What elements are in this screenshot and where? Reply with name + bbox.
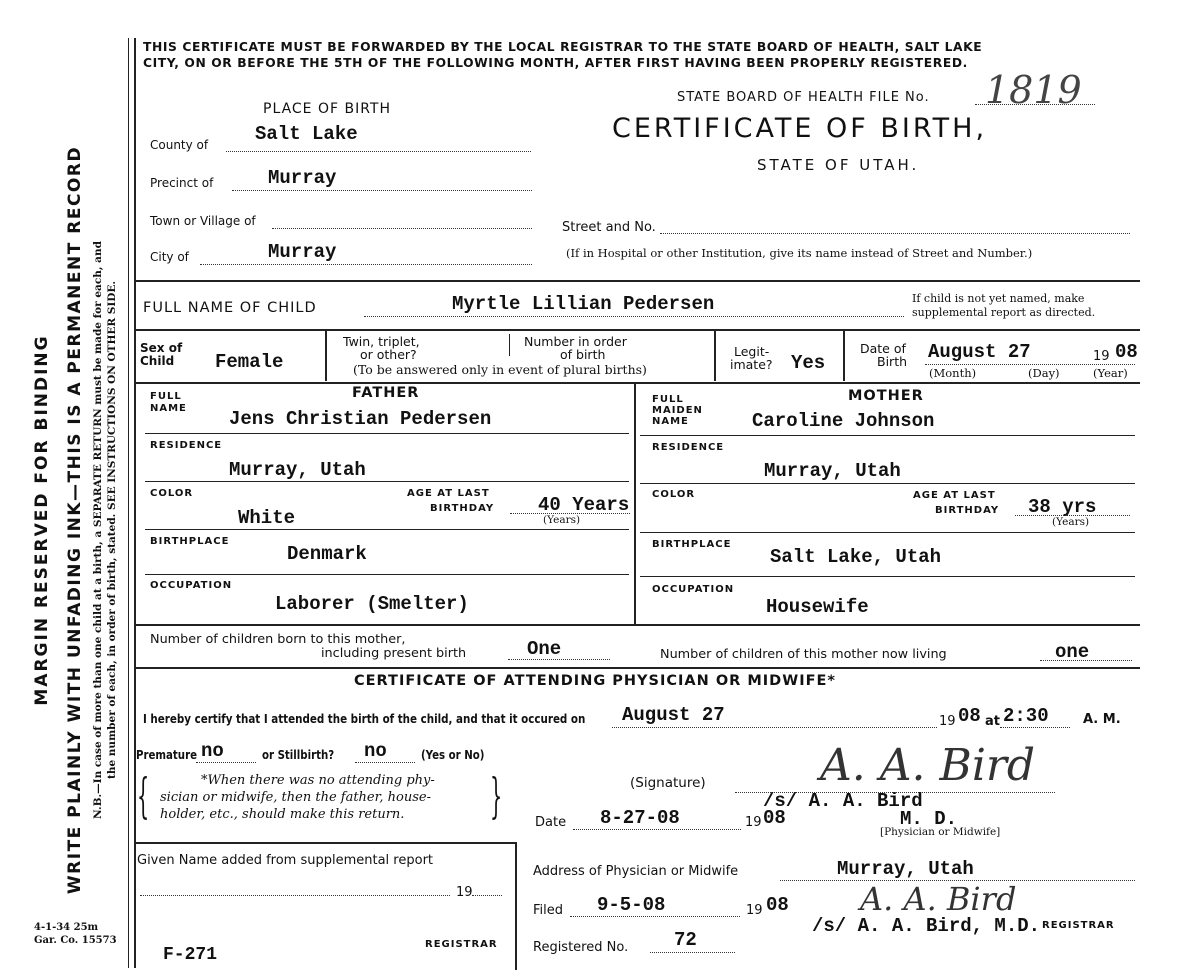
notice-line1: THIS CERTIFICATE MUST BE FORWARDED BY THE LOCAL REGISTRAR TO THE STATE BOARD OF HEALTH, SALT LAKE <box>143 40 983 54</box>
dob-line <box>925 364 1135 365</box>
born-value: One <box>527 638 562 660</box>
mother-residence-value: Murray, Utah <box>764 460 901 482</box>
signature-script: A. A. Bird <box>820 740 1036 791</box>
father-heading: FATHER <box>352 385 420 401</box>
midwife-note-brace-left: { <box>137 768 150 824</box>
father-full-label2: NAME <box>150 403 187 414</box>
filed-value: 9-5-08 <box>597 894 666 916</box>
supplemental-registrar-label: REGISTRAR <box>425 939 498 950</box>
father-color-label: COLOR <box>150 488 194 499</box>
mother-age-label2: BIRTHDAY <box>935 505 1000 516</box>
living-value: one <box>1055 641 1090 663</box>
county-label: County of <box>150 138 209 152</box>
twin-label1: Twin, triplet, <box>343 334 420 349</box>
margin-divider <box>128 38 129 968</box>
note-line2: sician or midwife, then the father, house- <box>160 790 432 805</box>
mother-years-caption: (Years) <box>1052 516 1090 528</box>
rule-after-counts <box>135 667 1140 669</box>
divider-legit <box>843 331 845 381</box>
registered-line <box>650 952 735 953</box>
born-label1: Number of children born to this mother, <box>150 632 406 647</box>
supplemental-year-prefix: 19 <box>456 885 473 900</box>
city-line <box>200 264 532 265</box>
filed-year-prefix: 19 <box>746 903 763 918</box>
precinct-label: Precinct of <box>150 176 214 190</box>
physician-title-abbrev: M. D. <box>900 808 958 830</box>
supplemental-line <box>140 895 450 896</box>
margin-nb-line1: N.B.—In case of more than one child at a birth, a SEPARATE RETURN must be made for each, and <box>92 241 104 819</box>
mother-name-value: Caroline Johnson <box>752 410 935 432</box>
father-color-value: White <box>238 507 296 529</box>
city-value: Murray <box>268 241 337 263</box>
certify-text: I hereby certify that I attended the birth of the child, and that it occured on <box>143 712 586 726</box>
signature-label: (Signature) <box>630 775 706 791</box>
year-caption: (Year) <box>1093 366 1128 380</box>
county-line <box>226 151 531 152</box>
premature-line <box>196 762 256 763</box>
born-line <box>508 659 610 660</box>
divider-sex <box>325 331 327 381</box>
physician-year-prefix: 19 <box>939 714 956 729</box>
mother-full-label2: MAIDEN <box>652 405 703 416</box>
dob-century: 19 <box>1093 349 1110 364</box>
father-birthplace-label: BIRTHPLACE <box>150 536 230 547</box>
child-name-value: Myrtle Lillian Pedersen <box>452 293 715 315</box>
sex-value: Female <box>215 351 284 373</box>
legitimate-value: Yes <box>791 352 826 374</box>
father-rule-4 <box>145 574 629 575</box>
city-label: City of <box>150 250 189 264</box>
twin-label2: or other? <box>360 347 417 362</box>
physician-birth-date: August 27 <box>622 704 725 726</box>
rule-after-name <box>135 329 1140 331</box>
divider-plural <box>714 331 716 381</box>
rule-after-place <box>135 280 1140 282</box>
living-label: Number of children of this mother now living <box>660 647 947 662</box>
plural-note: (To be answered only in event of plural births) <box>353 362 647 377</box>
address-value: Murray, Utah <box>837 858 974 880</box>
day-caption: (Day) <box>1028 366 1060 380</box>
mother-age-value: 38 yrs <box>1028 496 1097 518</box>
margin-ink-note: WRITE PLAINLY WITH UNFADING INK—THIS IS A PERMANENT RECORD <box>65 145 85 895</box>
order-label1: Number in order <box>524 334 627 349</box>
mother-residence-label: RESIDENCE <box>652 442 725 453</box>
date-year: 08 <box>763 807 786 829</box>
father-age-value: 40 Years <box>538 494 630 516</box>
father-name-value: Jens Christian Pedersen <box>229 408 492 430</box>
registered-label: Registered No. <box>533 940 629 955</box>
child-name-note2: supplemental report as directed. <box>912 306 1096 319</box>
note-line1: *When there was no attending phy- <box>201 773 435 788</box>
gar-code: Gar. Co. 15573 <box>34 935 117 946</box>
address-label: Address of Physician or Midwife <box>533 864 739 879</box>
father-full-label1: FULL <box>150 391 182 402</box>
rule-after-child <box>135 382 1140 384</box>
date-label: Date <box>535 815 567 830</box>
dob-label2: Birth <box>877 354 908 369</box>
father-rule-1 <box>145 433 629 434</box>
file-no-dots <box>975 104 1095 105</box>
child-name-line <box>364 316 904 317</box>
legit-label2: imate? <box>730 357 773 372</box>
mother-birthplace-value: Salt Lake, Utah <box>770 546 942 568</box>
file-no-value: 1819 <box>985 68 1082 112</box>
certificate-title: CERTIFICATE OF BIRTH, <box>612 113 988 144</box>
father-rule-2 <box>145 481 629 482</box>
premature-label: Premature <box>136 748 198 762</box>
sex-label1: Sex of <box>140 341 183 355</box>
date-line <box>573 829 741 830</box>
rule-before-supplemental <box>135 842 515 844</box>
registrar-signature-script: A. A. Bird <box>860 880 1017 918</box>
mother-rule-4 <box>640 576 1135 577</box>
father-age-label1: AGE AT LAST <box>407 488 490 499</box>
note-line3: holder, etc., should make this return. <box>160 807 405 822</box>
father-rule-3 <box>145 529 629 530</box>
certificate-frame <box>134 38 136 968</box>
county-value: Salt Lake <box>255 123 358 145</box>
filed-line <box>570 916 740 917</box>
yes-no-label: (Yes or No) <box>421 748 485 762</box>
child-name-label: FULL NAME OF CHILD <box>143 300 317 316</box>
parents-divider <box>634 384 636 624</box>
divider-twin <box>509 334 510 356</box>
filed-year: 08 <box>766 894 789 916</box>
file-no-label: STATE BOARD OF HEALTH FILE No. <box>677 90 930 105</box>
father-age-label2: BIRTHDAY <box>430 503 495 514</box>
stillbirth-label: or Stillbirth? <box>262 748 335 762</box>
mother-rule-2 <box>640 483 1135 484</box>
street-label: Street and No. <box>562 220 656 235</box>
date-year-prefix: 19 <box>745 815 762 830</box>
supplemental-year-line <box>472 895 502 896</box>
order-label2: of birth <box>560 347 606 362</box>
date-value: 8-27-08 <box>600 807 680 829</box>
stillbirth-line <box>355 762 415 763</box>
physician-year: 08 <box>958 705 981 727</box>
dob-year: 08 <box>1115 341 1138 363</box>
mother-occupation-label: OCCUPATION <box>652 584 735 595</box>
dob-month-day: August 27 <box>928 341 1031 363</box>
form-number: F-271 <box>163 945 218 965</box>
dob-label1: Date of <box>860 341 906 356</box>
living-line <box>1040 660 1132 661</box>
born-label2: including present birth <box>321 646 467 661</box>
physician-meridiem: A. M. <box>1083 712 1121 727</box>
midwife-note-brace-right: } <box>490 768 503 824</box>
physician-title-caption: [Physician or Midwife] <box>880 826 1001 838</box>
month-caption: (Month) <box>929 366 977 380</box>
mother-birthplace-label: BIRTHPLACE <box>652 539 732 550</box>
father-residence-value: Murray, Utah <box>229 459 366 481</box>
mother-occupation-value: Housewife <box>766 596 869 618</box>
premature-value: no <box>201 740 224 762</box>
supplemental-heading: Given Name added from supplemental report <box>137 853 434 868</box>
physician-heading: CERTIFICATE OF ATTENDING PHYSICIAN OR MIDWIFE* <box>354 673 836 689</box>
margin-binding-note: MARGIN RESERVED FOR BINDING <box>32 334 52 706</box>
signature-typed: /s/ A. A. Bird <box>763 790 923 812</box>
registrar-typed: /s/ A. A. Bird, M.D. <box>812 915 1041 937</box>
physician-at-label: at <box>985 714 1000 729</box>
legit-label1: Legit- <box>734 344 770 359</box>
father-years-caption: (Years) <box>543 514 581 526</box>
physician-time-line <box>1000 727 1070 728</box>
father-occupation-label: OCCUPATION <box>150 580 233 591</box>
mother-full-label3: NAME <box>652 416 689 427</box>
mother-rule-3 <box>640 532 1135 533</box>
supplemental-divider <box>515 842 517 970</box>
place-of-birth-heading: PLACE OF BIRTH <box>263 101 392 117</box>
filed-label: Filed <box>533 903 564 918</box>
physician-date-line <box>612 727 937 728</box>
mother-rule-1 <box>640 435 1135 436</box>
precinct-value: Murray <box>268 167 337 189</box>
father-residence-label: RESIDENCE <box>150 440 223 451</box>
stillbirth-value: no <box>364 740 387 762</box>
father-occupation-value: Laborer (Smelter) <box>275 593 469 615</box>
certificate-subtitle: STATE OF UTAH. <box>757 156 920 174</box>
mother-heading: MOTHER <box>848 388 924 404</box>
registered-value: 72 <box>674 929 697 951</box>
registrar-label: REGISTRAR <box>1042 920 1115 931</box>
mother-color-label: COLOR <box>652 489 696 500</box>
margin-nb-line2: the number of each, in order of birth, stated. SEE INSTRUCTIONS ON OTHER SIDE. <box>106 280 118 780</box>
rule-after-parents <box>135 624 1140 626</box>
mother-full-label1: FULL <box>652 394 684 405</box>
sex-label2: Child <box>140 354 175 368</box>
town-line <box>272 228 532 229</box>
mother-age-label1: AGE AT LAST <box>913 490 996 501</box>
physician-time: 2:30 <box>1003 705 1049 727</box>
street-line <box>660 233 1130 234</box>
child-name-note1: If child is not yet named, make <box>912 292 1085 305</box>
notice-line2: CITY, ON OR BEFORE THE 5TH OF THE FOLLOWING MONTH, AFTER FIRST HAVING BEEN PROPERLY REGISTERED. <box>143 56 968 70</box>
town-label: Town or Village of <box>150 214 256 228</box>
form-code: 4-1-34 25m <box>34 922 99 933</box>
father-birthplace-value: Denmark <box>287 543 367 565</box>
precinct-line <box>232 190 532 191</box>
hospital-note: (If in Hospital or other Institution, give its name instead of Street and Number.) <box>566 246 1033 260</box>
